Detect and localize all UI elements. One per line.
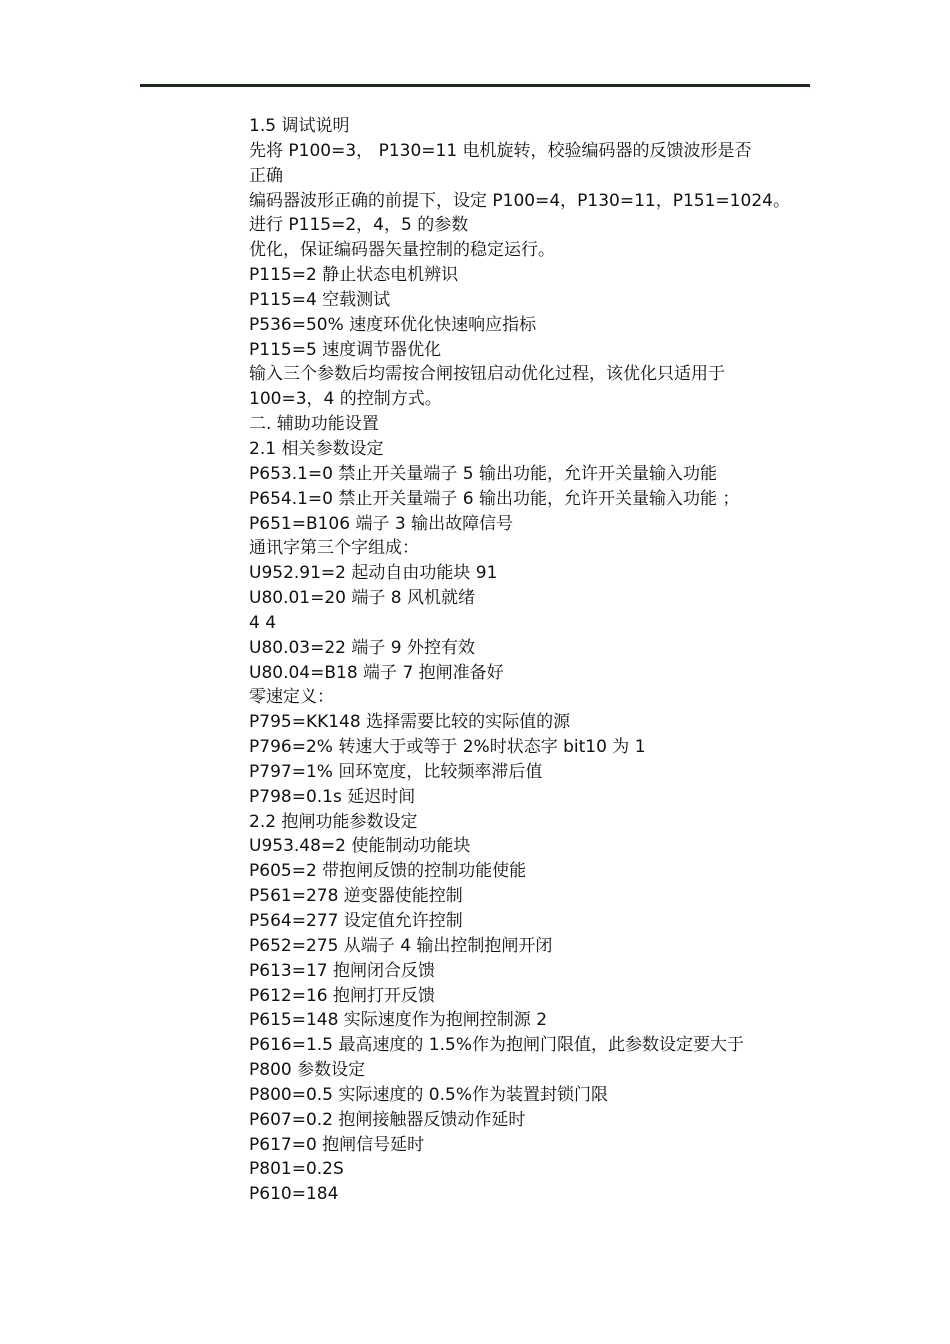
text-line: 输入三个参数后均需按合闸按钮启动优化过程，该优化只适用于 [249,364,725,385]
text-line: 优化，保证编码器矢量控制的稳定运行。 [249,240,555,261]
parameter-line: P801=0.2S [249,1159,344,1180]
parameter-line: U953.48=2 使能制动功能块 [249,836,471,857]
parameter-line: P800=0.5 实际速度的 0.5%作为装置封锁门限 [249,1084,608,1105]
parameter-line: P612=16 抱闸打开反馈 [249,985,435,1006]
parameter-line: P617=0 抱闸信号延时 [249,1134,425,1155]
parameter-line: P653.1=0 禁止开关量端子 5 输出功能，允许开关量输入功能 [249,463,718,484]
parameter-line: P605=2 带抱闸反馈的控制功能使能 [249,861,527,882]
parameter-line: P652=275 从端子 4 输出控制抱闸开闭 [249,935,553,956]
parameter-line: U952.91=2 起动自由功能块 91 [249,563,498,584]
parameter-line: P564=277 设定值允许控制 [249,911,463,931]
parameter-line: U80.04=B18 端子 7 抱闸准备好 [249,662,504,683]
parameter-line: P615=148 实际速度作为抱闸控制源 2 [249,1010,548,1031]
text-line: 正确 [249,165,283,186]
parameter-line: U80.01=20 端子 8 风机就绪 [249,588,476,609]
parameter-line: P607=0.2 抱闸接触器反馈动作延时 [249,1109,526,1130]
parameter-line: P798=0.1s 延迟时间 [249,786,416,807]
text-line: 通讯字第三个字组成： [249,538,419,559]
parameter-line: P115=2 静止状态电机辨识 [249,265,459,286]
text-line: 4 4 [249,612,277,633]
parameter-line: P654.1=0 禁止开关量端子 6 输出功能，允许开关量输入功能 ； [249,488,740,509]
parameter-line: P536=50% 速度环优化快速响应指标 [249,314,537,335]
parameter-line: P115=4 空载测试 [249,289,391,310]
parameter-line: U80.03=22 端子 9 外控有效 [249,637,476,658]
parameter-line: P616=1.5 最高速度的 1.5%作为抱闸门限值，此参数设定要大于 [249,1035,744,1056]
document-body [249,114,815,1207]
text-line: 100=3，4 的控制方式。 [249,389,442,410]
parameter-line: P795=KK148 选择需要比较的实际值的源 [249,712,571,733]
text-line: 先将 P100=3， P130=11 电机旋转，校验编码器的反馈波形是否 [249,140,752,161]
parameter-line: P651=B106 端子 3 输出故障信号 [249,513,514,534]
section-heading: 二. 辅助功能设置 [249,414,379,435]
header-rule [140,84,810,87]
parameter-line: P797=1% 回环宽度，比较频率滞后值 [249,761,543,782]
section-heading: 2.2 抱闸功能参数设定 [249,811,418,832]
text-line: 编码器波形正确的前提下，设定 P100=4，P130=11，P151=1024。 [249,190,790,211]
text-line: 零速定义： [249,687,334,708]
parameter-line: P610=184 [249,1184,339,1205]
text-line: 进行 P115=2，4，5 的参数 [249,215,469,236]
parameter-line: P115=5 速度调节器优化 [249,339,442,360]
section-heading: 2.1 相关参数设定 [249,438,384,459]
parameter-line: P561=278 逆变器使能控制 [249,886,463,907]
text-line: P800 参数设定 [249,1060,366,1081]
parameter-line: P796=2% 转速大于或等于 2%时状态字 bit10 为 1 [249,737,646,758]
parameter-line: P613=17 抱闸闭合反馈 [249,960,435,981]
section-heading: 1.5 调试说明 [249,116,350,136]
